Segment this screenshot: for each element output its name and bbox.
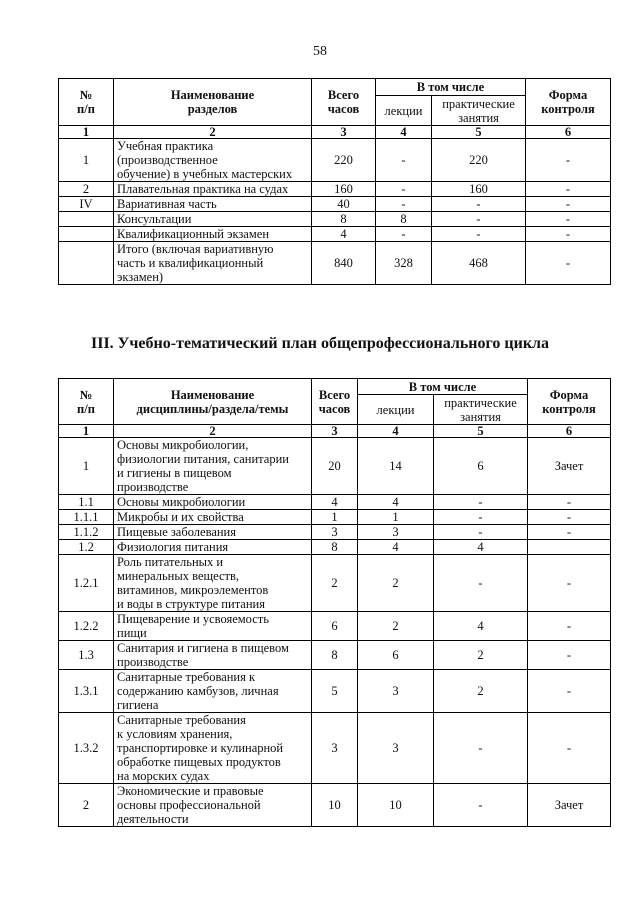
table-row [59, 227, 611, 242]
row-name: Физиология питания [114, 540, 312, 555]
col-number: 1 [59, 425, 114, 438]
row-name: Пищеварение и усвояемость пищи [114, 612, 312, 641]
table-row [59, 612, 611, 641]
header-name: Наименование разделов [114, 79, 312, 126]
row-control-form: - [528, 641, 611, 670]
row-total-hours: 6 [312, 612, 358, 641]
row-total-hours: 8 [312, 641, 358, 670]
row-total-hours: 840 [312, 242, 376, 285]
row-name: Роль питательных и минеральных веществ, витаминов, микроэлементов и воды в структуре питания [114, 555, 312, 612]
table-row [59, 438, 611, 495]
table-row [59, 510, 611, 525]
table-row [59, 495, 611, 510]
row-practical-hours: - [434, 510, 528, 525]
row-number: 2 [59, 182, 114, 197]
col-number: 5 [434, 425, 528, 438]
row-name: Итого (включая вариативную часть и квалификационный экзамен) [114, 242, 312, 285]
header-total: Всего часов [312, 379, 358, 425]
header-total: Всего часов [312, 79, 376, 126]
row-practical-hours: - [432, 197, 526, 212]
header-num: № п/п [59, 379, 114, 425]
table-row [59, 197, 611, 212]
row-control-form: - [526, 182, 611, 197]
table-row [59, 139, 611, 182]
header-lectures: лекции [358, 395, 434, 425]
row-lecture-hours: - [376, 227, 432, 242]
row-practical-hours: 2 [434, 670, 528, 713]
table-row [59, 555, 611, 612]
row-lecture-hours: 1 [358, 510, 434, 525]
row-practical-hours: 468 [432, 242, 526, 285]
row-lecture-hours: 14 [358, 438, 434, 495]
row-control-form: - [528, 495, 611, 510]
row-control-form: - [528, 713, 611, 784]
row-name: Квалификационный экзамен [114, 227, 312, 242]
row-practical-hours: - [432, 212, 526, 227]
col-number: 6 [528, 425, 611, 438]
header-practical: практические занятия [434, 395, 528, 425]
table-row [59, 212, 611, 227]
row-lecture-hours: - [376, 182, 432, 197]
row-practical-hours: 6 [434, 438, 528, 495]
row-number: 1.1.2 [59, 525, 114, 540]
row-number: 1.2.2 [59, 612, 114, 641]
row-lecture-hours: 328 [376, 242, 432, 285]
section-title: III. Учебно-тематический план общепрофессионального цикла [90, 335, 550, 352]
row-control-form: - [526, 139, 611, 182]
row-practical-hours: - [434, 525, 528, 540]
row-name: Пищевые заболевания [114, 525, 312, 540]
row-name: Санитария и гигиена в пищевом производстве [114, 641, 312, 670]
row-total-hours: 40 [312, 197, 376, 212]
row-control-form: - [526, 197, 611, 212]
col-number: 6 [526, 126, 611, 139]
header-control: Форма контроля [528, 379, 611, 425]
row-name: Санитарные требования к условиям хранения, транспортировке и кулинарной обработке пищевых продуктов на морских судах [114, 713, 312, 784]
row-practical-hours: 220 [432, 139, 526, 182]
row-total-hours: 8 [312, 540, 358, 555]
row-lecture-hours: 4 [358, 540, 434, 555]
row-control-form: - [526, 212, 611, 227]
row-number: 1.3.2 [59, 713, 114, 784]
row-control-form: - [528, 510, 611, 525]
row-name: Санитарные требования к содержанию камбузов, личная гигиена [114, 670, 312, 713]
row-name: Плавательная практика на судах [114, 182, 312, 197]
row-number: 1.2.1 [59, 555, 114, 612]
row-total-hours: 4 [312, 495, 358, 510]
row-number: 2 [59, 784, 114, 827]
row-control-form: Зачет [528, 438, 611, 495]
table-row [59, 670, 611, 713]
header-including: В том числе [358, 379, 528, 395]
col-number: 5 [432, 126, 526, 139]
row-number: 1.3.1 [59, 670, 114, 713]
row-lecture-hours: - [376, 139, 432, 182]
row-name: Экономические и правовые основы профессиональной деятельности [114, 784, 312, 827]
col-number: 2 [114, 425, 312, 438]
row-practical-hours: - [432, 227, 526, 242]
row-number: 1 [59, 438, 114, 495]
row-lecture-hours: 3 [358, 670, 434, 713]
row-name: Учебная практика (производственное обучение) в учебных мастерских [114, 139, 312, 182]
col-number: 2 [114, 126, 312, 139]
table-row [59, 525, 611, 540]
row-total-hours: 5 [312, 670, 358, 713]
row-total-hours: 3 [312, 713, 358, 784]
row-number: 1.1.1 [59, 510, 114, 525]
row-practical-hours: 4 [434, 540, 528, 555]
row-lecture-hours: 10 [358, 784, 434, 827]
row-total-hours: 2 [312, 555, 358, 612]
row-control-form: - [528, 525, 611, 540]
row-name: Основы микробиологии [114, 495, 312, 510]
row-name: Микробы и их свойства [114, 510, 312, 525]
row-lecture-hours: - [376, 197, 432, 212]
table-row [59, 784, 611, 827]
row-number: 1 [59, 139, 114, 182]
table-row [59, 713, 611, 784]
row-total-hours: 1 [312, 510, 358, 525]
row-control-form: - [526, 242, 611, 285]
row-practical-hours: - [434, 784, 528, 827]
column-numbers-row [59, 425, 611, 438]
row-number: 1.1 [59, 495, 114, 510]
row-control-form: - [528, 670, 611, 713]
row-practical-hours: - [434, 555, 528, 612]
curriculum-table-1 [58, 78, 611, 285]
col-number: 4 [358, 425, 434, 438]
row-number [59, 227, 114, 242]
table-row [59, 242, 611, 285]
col-number: 1 [59, 126, 114, 139]
row-number [59, 242, 114, 285]
row-total-hours: 4 [312, 227, 376, 242]
header-num: № п/п [59, 79, 114, 126]
col-number: 3 [312, 126, 376, 139]
column-numbers-row [59, 126, 611, 139]
row-total-hours: 3 [312, 525, 358, 540]
page-number: 58 [313, 44, 327, 59]
row-name: Вариативная часть [114, 197, 312, 212]
row-practical-hours: 4 [434, 612, 528, 641]
row-lecture-hours: 2 [358, 555, 434, 612]
row-name: Консультации [114, 212, 312, 227]
row-lecture-hours: 8 [376, 212, 432, 227]
header-control: Форма контроля [526, 79, 611, 126]
row-lecture-hours: 2 [358, 612, 434, 641]
row-practical-hours: - [434, 713, 528, 784]
row-number: 1.2 [59, 540, 114, 555]
col-number: 3 [312, 425, 358, 438]
row-control-form: Зачет [528, 784, 611, 827]
row-lecture-hours: 3 [358, 713, 434, 784]
row-practical-hours: 2 [434, 641, 528, 670]
table-row [59, 182, 611, 197]
row-control-form: - [528, 612, 611, 641]
row-practical-hours: - [434, 495, 528, 510]
header-lectures: лекции [376, 96, 432, 126]
row-control-form [528, 540, 611, 555]
row-total-hours: 20 [312, 438, 358, 495]
row-total-hours: 10 [312, 784, 358, 827]
header-including: В том числе [376, 79, 526, 96]
table-row [59, 540, 611, 555]
header-name: Наименование дисциплины/раздела/темы [114, 379, 312, 425]
row-lecture-hours: 4 [358, 495, 434, 510]
row-lecture-hours: 3 [358, 525, 434, 540]
row-number: IV [59, 197, 114, 212]
row-number: 1.3 [59, 641, 114, 670]
row-control-form: - [526, 227, 611, 242]
table-row [59, 641, 611, 670]
row-control-form: - [528, 555, 611, 612]
row-name: Основы микробиологии, физиологии питания, санитарии и гигиены в пищевом производстве [114, 438, 312, 495]
header-practical: практические занятия [432, 96, 526, 126]
row-total-hours: 160 [312, 182, 376, 197]
curriculum-table-2 [58, 378, 611, 827]
row-total-hours: 8 [312, 212, 376, 227]
row-total-hours: 220 [312, 139, 376, 182]
row-lecture-hours: 6 [358, 641, 434, 670]
row-number [59, 212, 114, 227]
col-number: 4 [376, 126, 432, 139]
row-practical-hours: 160 [432, 182, 526, 197]
